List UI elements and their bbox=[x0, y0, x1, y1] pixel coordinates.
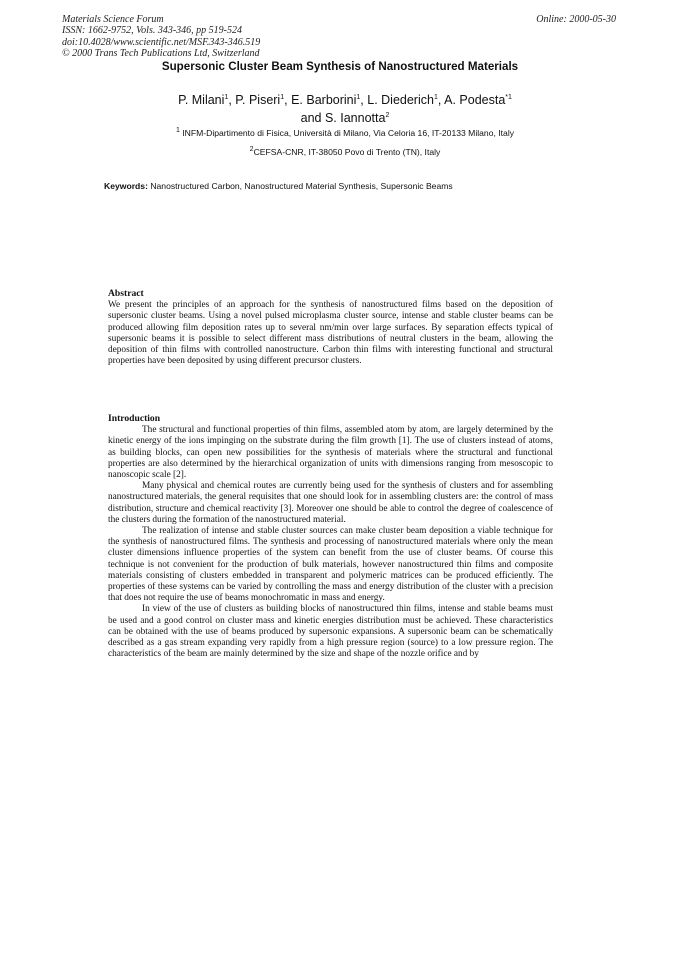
body-paragraph: The realization of intense and stable cluster sources can make cluster beam deposition a viable technique for the synthesis of nanostructured films. The synthesis and processing of nanostructured materials where only the mean cluster dimensions influence properties of the system can benefit from the use of cluster beams. Of course this technique is not convenient for the production of bulk materials, however nanostructured thin films and composite materials consisting of clusters embedded in transparent and polymeric matrices can be produced efficiently. The properties of these systems can be varied by controlling the mass and energy distribution of the cluster with a precision that does not require the use of beams monochromatic in mass and energy. bbox=[108, 526, 553, 604]
abstract-body: We present the principles of an approach for the synthesis of nanostructured films based on the deposition of supersonic cluster beams. Using a novel pulsed microplasma cluster source, intense and stable cluster beams can be produced allowing film deposition rates up to several nm/min over large surfaces. By separation effects typical of supersonic beams it is possible to select different mass distributions of neutral clusters in the beam, allowing the deposition of thin films with controlled nanostructure. Carbon thin films with interesting functional and structural properties have been deposited by using different precursor clusters. bbox=[108, 300, 553, 367]
author-name: P. Milani bbox=[178, 93, 225, 108]
affiliation-mark: 1 bbox=[175, 127, 180, 134]
keywords bbox=[104, 181, 604, 191]
author-affil-mark: 1 bbox=[433, 94, 438, 101]
keywords-text: Nanostructured Carbon, Nanostructured Material Synthesis, Supersonic Beams bbox=[147, 181, 453, 191]
introduction-heading: Introduction bbox=[108, 413, 161, 424]
author-line-1 bbox=[110, 90, 580, 108]
copyright-line: © 2000 Trans Tech Publications Ltd, Switzerland bbox=[62, 47, 260, 59]
author-affil-mark: 1 bbox=[356, 94, 361, 101]
author-affil-mark: 1 bbox=[280, 94, 285, 101]
doi-line[interactable]: doi:10.4028/www.scientific.net/MSF.343-346.519 bbox=[62, 36, 261, 48]
online-date: Online: 2000-05-30 bbox=[536, 14, 616, 25]
body-paragraph: The structural and functional properties of thin films, assembled atom by atom, are largely determined by the kinetic energy of the ions impinging on the substrate during the film growth [1]. The use of clusters instead of atoms, as building blocks, can open new possibilities for the synthesis of materials where the structural and functional properties are also determined by the hierarchical organization of units with dimensions ranging from mesoscopic to nanoscopic scale [2]. bbox=[108, 425, 553, 481]
author-separator: , bbox=[228, 93, 236, 108]
journal-name: Materials Science Forum bbox=[62, 14, 164, 25]
author-name: L. Diederich bbox=[367, 93, 434, 108]
author-name: and S. Iannotta bbox=[300, 111, 386, 126]
author-affil-mark: *1 bbox=[505, 94, 512, 101]
abstract-heading: Abstract bbox=[108, 288, 144, 299]
affiliation-text: CEFSA-CNR, IT-38050 Povo di Trento (TN), Italy bbox=[253, 146, 441, 157]
author-separator: , bbox=[360, 93, 368, 108]
body-paragraph: In view of the use of clusters as building blocks of nanostructured thin films, intense and stable beams must be used and a good control on cluster mass and kinetic energies distribution must be achieved. These characteristics can be obtained with the use of beams produced by supersonic expansions. A supersonic beam can be schematically described as a gas stream expanding very rapidly from a high pressure region (source) to a low pressure region. The characteristics of the beam are mainly determined by the size and shape of the nozzle orifice and by bbox=[108, 604, 553, 660]
author-list bbox=[110, 90, 580, 126]
introduction-section bbox=[108, 413, 553, 660]
issn-line: ISSN: 1662-9752, Vols. 343-346, pp 519-524 bbox=[62, 25, 242, 37]
affiliation-mark: 2 bbox=[249, 146, 254, 153]
affiliation-2 bbox=[100, 146, 590, 157]
affiliation-1 bbox=[100, 127, 590, 138]
author-separator: , bbox=[437, 93, 445, 108]
body-paragraph: Many physical and chemical routes are currently being used for the synthesis of clusters and for assembling nanostructured materials, the general requisites that one should look for in assembling clusters are: the control of mass distribution, structure and chemical reactivity [3]. Moreover one should be able to control the degree of coalescence of the clusters during the formation of the nanostructured material. bbox=[108, 481, 553, 525]
keywords-label: Keywords: bbox=[104, 181, 148, 191]
author-line-2 bbox=[110, 108, 580, 126]
paper-title: Supersonic Cluster Beam Synthesis of Nanostructured Materials bbox=[161, 60, 519, 73]
author-name: E. Barborini bbox=[291, 93, 357, 108]
abstract-section bbox=[108, 288, 553, 367]
author-name: A. Podesta bbox=[444, 93, 506, 108]
author-separator: , bbox=[284, 93, 292, 108]
author-name: P. Piseri bbox=[235, 93, 281, 108]
affiliation-text: INFM-Dipartimento di Fisica, Università di Milano, Via Celoria 16, IT-20133 Milano, Italy bbox=[182, 127, 515, 138]
author-affil-mark: 1 bbox=[224, 94, 229, 101]
journal-metadata bbox=[62, 14, 260, 59]
author-affil-mark: 2 bbox=[385, 112, 390, 120]
